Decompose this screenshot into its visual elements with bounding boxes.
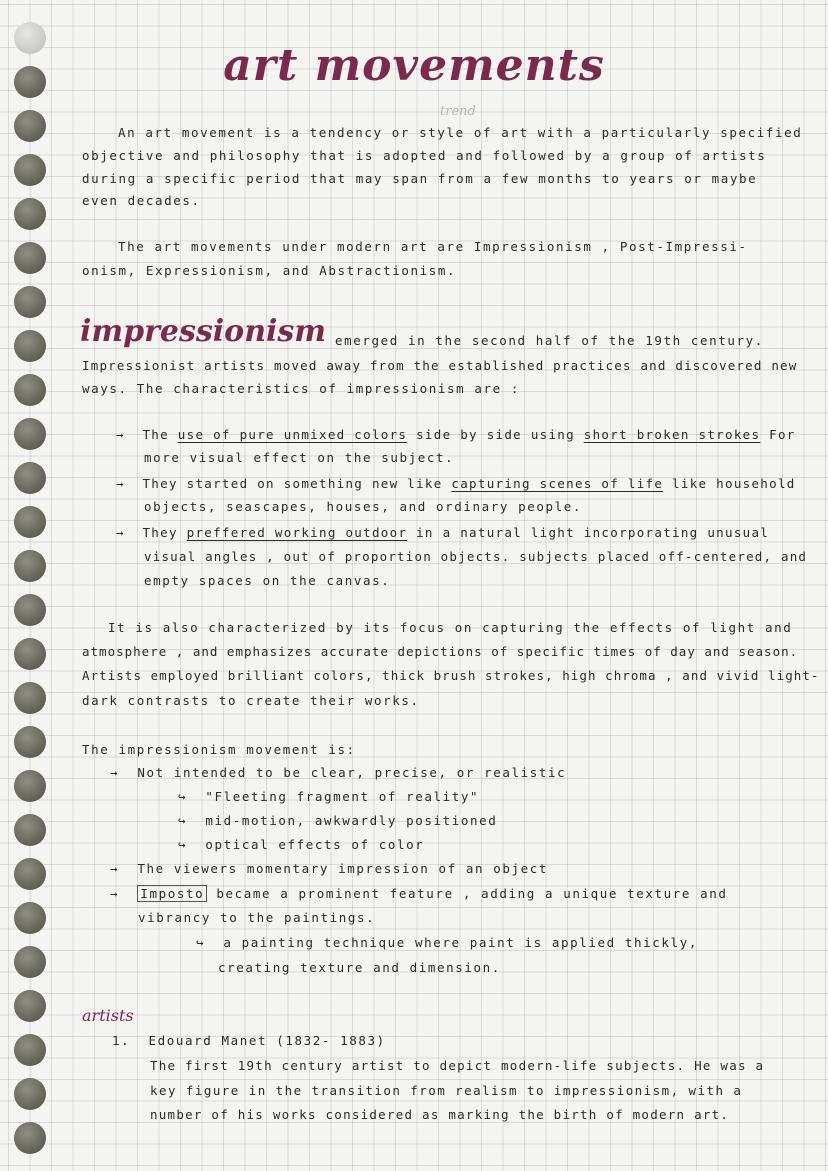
movement-subitem: [178, 786, 479, 808]
movement-subitem: [178, 810, 497, 832]
binder-hole: [14, 374, 46, 406]
binder-hole: [14, 110, 46, 142]
binder-hole: [14, 154, 46, 186]
impressionism-line: Impressionist artists moved away from the established practices and discovered new: [82, 358, 798, 373]
binder-hole: [14, 638, 46, 670]
intro-line: even decades.: [82, 193, 201, 208]
binder-hole: [14, 594, 46, 626]
page-title: art movements: [223, 40, 605, 91]
bullet-line: empty spaces on the canvas.: [144, 573, 391, 588]
movement-item: [110, 762, 566, 784]
modern-line: onism, Expressionism, and Abstractionism.: [82, 263, 457, 278]
movement-subitem: [178, 834, 424, 856]
movement-text: The viewers momentary impression of an object: [137, 861, 549, 876]
bullet-line: more visual effect on the subject.: [144, 450, 455, 465]
bullet-text: The: [142, 427, 178, 442]
binder-hole: [14, 902, 46, 934]
movement-item: [110, 883, 727, 905]
movement-subitem: [196, 932, 698, 954]
hook-arrow-icon: ↪: [178, 813, 188, 828]
binder-hole: [14, 946, 46, 978]
binder-hole: [14, 418, 46, 450]
bullet-text: They: [142, 525, 187, 540]
binder-hole: [14, 242, 46, 274]
binder-hole: [14, 1078, 46, 1110]
underlined-phrase: short broken strokes: [583, 427, 761, 442]
movement-subtext: creating texture and dimension.: [218, 960, 501, 975]
underlined-phrase: capturing scenes of life: [451, 476, 664, 491]
binder-hole: [14, 682, 46, 714]
bullet-text: like household: [663, 476, 796, 491]
bullet-line: objects, seascapes, houses, and ordinary people.: [144, 499, 583, 514]
hook-arrow-icon: ↪: [196, 935, 206, 950]
impressionism-heading-rest: emerged in the second half of the 19th century.: [335, 333, 764, 348]
binder-hole: [14, 770, 46, 802]
binder-hole: [14, 330, 46, 362]
hook-arrow-icon: ↪: [178, 837, 188, 852]
boxed-term: Imposto: [137, 885, 207, 902]
movement-line: vibrancy to the paintings.: [138, 910, 376, 925]
artist-number: 1.: [112, 1033, 131, 1048]
movement-subtext: mid-motion, awkwardly positioned: [205, 813, 498, 828]
binder-hole: [14, 550, 46, 582]
binder-hole: [14, 506, 46, 538]
movement-subtext: optical effects of color: [205, 837, 425, 852]
paragraph-line: Artists employed brilliant colors, thick brush strokes, high chroma , and vivid light-: [82, 668, 820, 683]
binder-hole: [14, 1034, 46, 1066]
binder-holes: [0, 0, 60, 1171]
modern-line: The art movements under modern art are Impressionism , Post-Impressi-: [118, 239, 748, 254]
intro-line: An art movement is a tendency or style of art with a particularly specified: [118, 125, 803, 140]
artist-item-header: [112, 1030, 386, 1052]
paragraph-line: dark contrasts to create their works.: [82, 693, 420, 708]
bullet-text: in a natural light incorporating unusual: [407, 525, 770, 540]
artists-heading: artists: [82, 1006, 134, 1025]
movement-text: became a prominent feature , adding a unique texture and: [207, 886, 728, 901]
impressionism-line: ways. The characteristics of impressionism are :: [82, 381, 521, 396]
arrow-icon: →: [110, 861, 120, 876]
arrow-icon: →: [116, 476, 125, 491]
hook-arrow-icon: ↪: [178, 789, 188, 804]
bullet-line: visual angles , out of proportion objects. subjects placed off-centered, and: [144, 549, 808, 564]
bullet-item: [116, 473, 796, 495]
movement-text: Not intended to be clear, precise, or realistic: [137, 765, 567, 780]
movement-subtext: a painting technique where paint is applied thickly,: [223, 935, 698, 950]
bullet-item: [116, 522, 769, 544]
artist-line: number of his works considered as marking the birth of modern art.: [150, 1107, 730, 1122]
binder-hole: [14, 198, 46, 230]
artist-line: key figure in the transition from realism to impressionism, with a: [150, 1083, 743, 1098]
underlined-phrase: use of pure unmixed colors: [177, 427, 408, 442]
intro-line: objective and philosophy that is adopted and followed by a group of artists: [82, 148, 767, 163]
binder-hole: [14, 726, 46, 758]
paragraph-line: It is also characterized by its focus on capturing the effects of light and: [108, 620, 793, 635]
binder-hole: [14, 990, 46, 1022]
movement-item: [110, 858, 548, 880]
movement-intro: The impressionism movement is:: [82, 742, 356, 757]
binder-hole: [14, 814, 46, 846]
faint-note: trend: [440, 104, 476, 119]
underlined-phrase: preffered working outdoor: [186, 525, 408, 540]
bullet-text: side by side using: [407, 427, 584, 442]
binder-hole: [14, 1122, 46, 1154]
intro-line: during a specific period that may span from a few months to years or maybe: [82, 171, 758, 186]
bullet-text: They started on something new like: [142, 476, 452, 491]
artist-name: Edouard Manet (1832- 1883): [148, 1033, 386, 1048]
arrow-icon: →: [116, 525, 125, 540]
arrow-icon: →: [110, 765, 120, 780]
binder-hole: [14, 286, 46, 318]
bullet-text: For: [760, 427, 796, 442]
paragraph-line: atmosphere , and emphasizes accurate depictions of specific times of day and season.: [82, 644, 799, 659]
binder-hole: [14, 858, 46, 890]
arrow-icon: →: [110, 886, 120, 901]
impressionism-heading: impressionism: [80, 314, 327, 349]
movement-subtext: "Fleeting fragment of reality": [205, 789, 480, 804]
artist-line: The first 19th century artist to depict modern-life subjects. He was a: [150, 1058, 765, 1073]
arrow-icon: →: [116, 427, 125, 442]
binder-hole: [14, 462, 46, 494]
bullet-item: [116, 424, 796, 446]
